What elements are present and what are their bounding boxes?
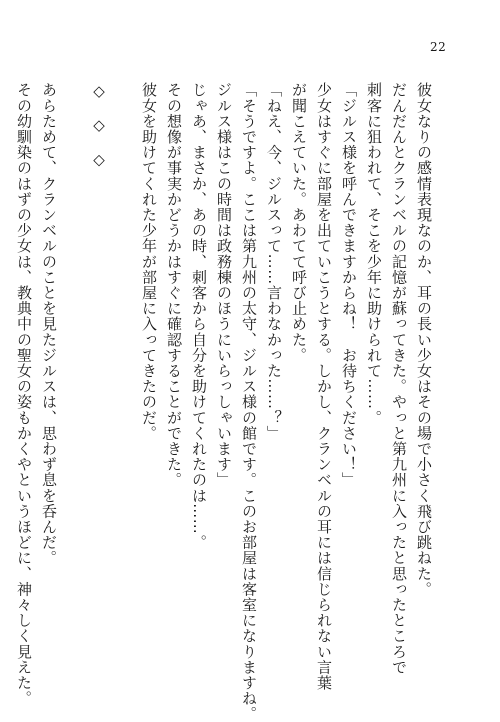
text-line: 彼女を助けてくれた少年が部屋に入ってきたのだ。 [140, 82, 158, 441]
text-line: 刺客に狙われて、そこを少年に助けられて……。 [365, 82, 383, 426]
text-line: 「そうですよ。ここは第九州の太守、ジルス様の館です。このお部屋は客室になりますね。 [240, 82, 258, 722]
blank-line [61, 82, 86, 642]
text-line: 「ねえ、今、ジルスって……言わなかった……？」 [265, 82, 283, 441]
text-line: が聞こえていた。あわてて呼び止めた。 [290, 82, 308, 363]
text-line: じゃあ、まさか、あの時、刺客から自分を助けてくれたのは……。 [190, 82, 208, 550]
text-line: 「ジルス様を呼んできますからね！ お待ちください！」 [340, 82, 358, 488]
text-line: あらためて、クランベルのことを見たジルスは、思わず息を呑んだ。 [40, 82, 58, 566]
text-line: 彼女なりの感情表現なのか、耳の長い少女はその場で小さく飛び跳ねた。 [415, 82, 433, 597]
vertical-text-block [15, 82, 436, 722]
text-line: その想像が事実かどうかはすぐに確認することができた。 [165, 82, 183, 488]
text-line: だんだんとクランベルの記憶が蘇ってきた。やっと第九州に入ったと思ったところで [390, 82, 408, 675]
blank-line [111, 82, 136, 642]
text-line: その幼馴染のはずの少女は、教典中の聖女の姿もかくやというほどに、神々しく見えた。 [15, 82, 33, 706]
text-line: 少女はすぐに部屋を出ていこうとする。しかし、クランベルの耳には信じられない言葉 [315, 82, 333, 691]
text-line: ジルス様はこの時間は政務棟のほうにいらっしゃいます」 [215, 82, 233, 488]
page-number: 22 [430, 40, 447, 54]
scene-break: ◇ ◇ ◇ [90, 82, 108, 169]
